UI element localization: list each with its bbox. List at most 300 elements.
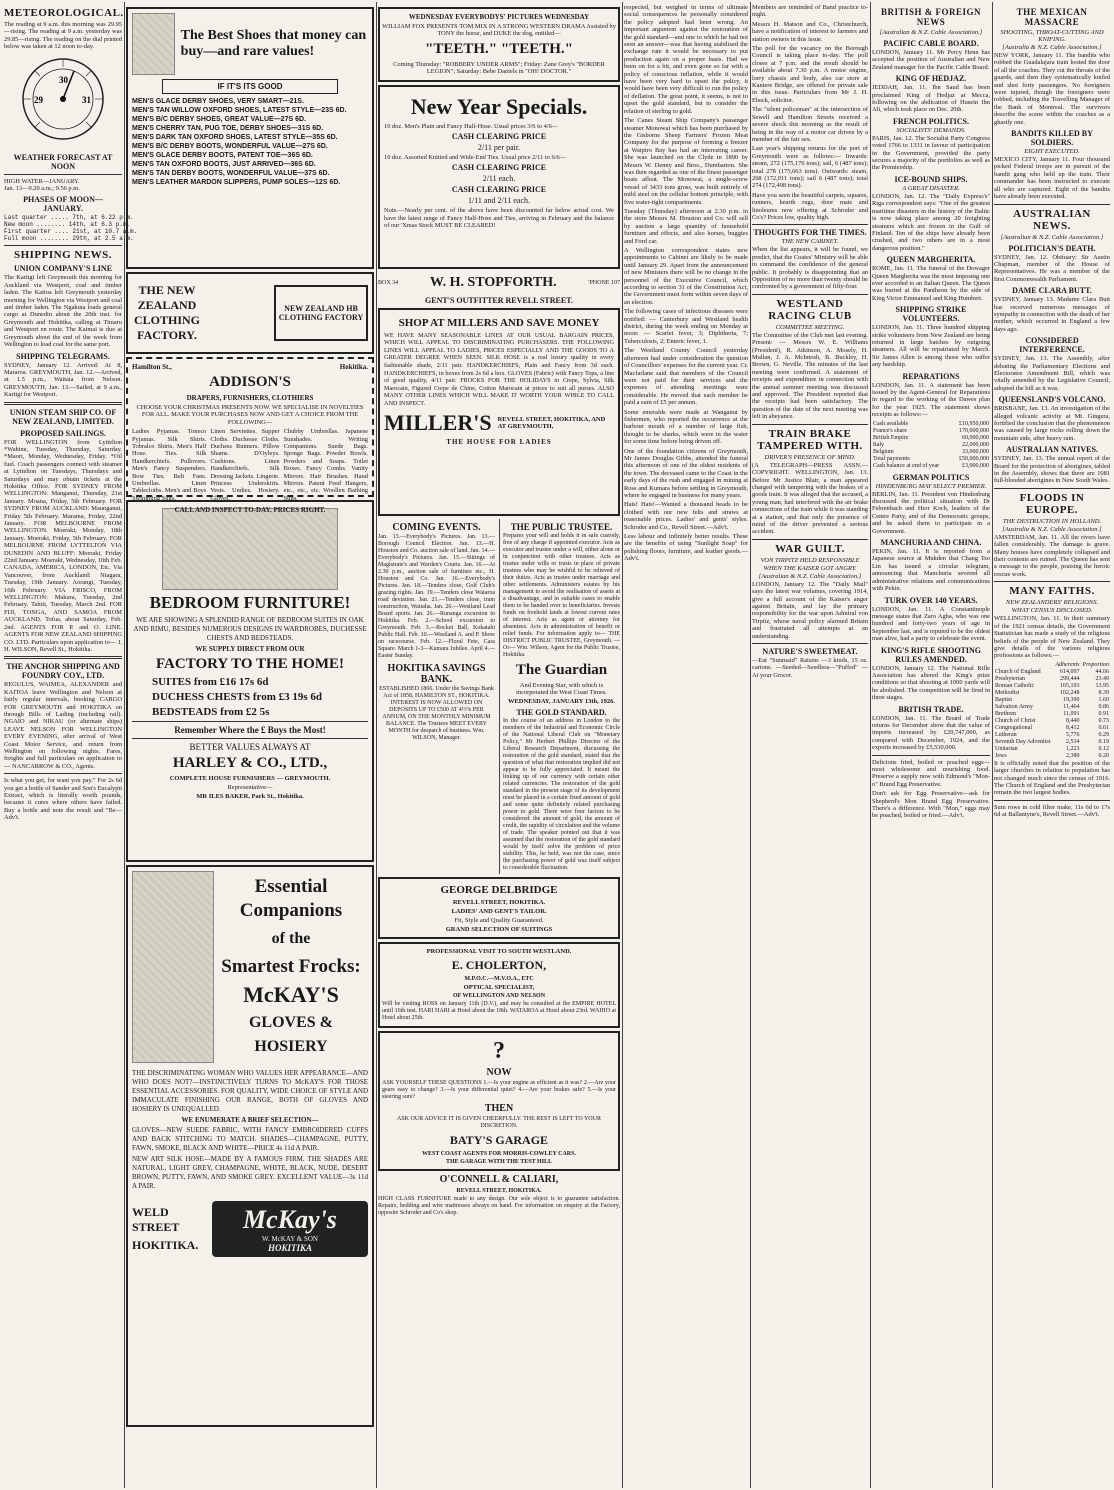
svg-text:31: 31 bbox=[82, 94, 91, 105]
table-row bbox=[872, 442, 990, 449]
table-cell: £3,000,000 bbox=[962, 462, 989, 469]
racing-club-subtitle: COMMITTEE MEETING. bbox=[775, 323, 845, 331]
cholerton-city: OF WELLINGTON AND NELSON bbox=[452, 993, 546, 1000]
factory-title: FACTORY TO THE HOME! bbox=[156, 656, 344, 672]
ny-item-2: 10 doz. Assorted Knitted and Wide-End Ties. Usual price 2/11 to 6/6— bbox=[384, 154, 567, 162]
table-header-cell: Adherents bbox=[1055, 661, 1080, 668]
mckays-title-5: GLOVES & HOSIERY bbox=[248, 1014, 333, 1055]
table-cell: 8.39 bbox=[1098, 689, 1109, 696]
table-row bbox=[994, 697, 1110, 704]
cholerton-optical: OPTICAL SPECIALIST, bbox=[463, 984, 535, 992]
stopforth-box: BOX 34 bbox=[378, 279, 399, 286]
shipping-telegrams-heading: SHIPPING TELEGRAMS. bbox=[16, 351, 110, 361]
harley-representative: Representative— bbox=[227, 784, 273, 791]
table-cell: Methodist bbox=[995, 689, 1020, 696]
coming-events-heading: COMING EVENTS. bbox=[392, 521, 481, 533]
table-cell: 0.61 bbox=[1098, 724, 1109, 731]
ny-note: Note.—Nearly per cent. of the above have been discounted far below actual cost. We have the latest range of Fancy Half-Hose and Ties, arriving in February and the balance of our 'Xmas Stock MUST BE CLEARED! bbox=[384, 207, 614, 230]
table-header-cell bbox=[994, 662, 1053, 669]
cholerton-degrees: M.P.O.C.—M.V.O.A., ETC bbox=[464, 976, 534, 983]
eucalypti-ad-text: Is what you get, for want you pay." For 2s 6d you get a bottle of Sander and Son's Eucalypti Extract, which is literally worth pounds, because it cures where others have failed. Buy a bottle and note the result and "Be—Adv't. bbox=[4, 777, 122, 822]
news-subheading: BRITISH TRADE. bbox=[898, 704, 964, 714]
table-cell: Church of England bbox=[995, 668, 1041, 675]
mexican-massacre-heading: THE MEXICAN MASSACRE bbox=[1016, 7, 1088, 27]
table-cell: 0.29 bbox=[1098, 731, 1109, 738]
batys-footer: THE GARAGE WITH THE TEST HILL bbox=[445, 1159, 553, 1166]
table-row bbox=[994, 690, 1110, 697]
table-row bbox=[872, 428, 990, 435]
table-cell: 13.95 bbox=[1095, 682, 1109, 689]
delbridge-footer: Fit, Style and Quality Guaranteed. bbox=[454, 917, 544, 925]
delbridge-grand: GRAND SELECTION OF SUITINGS bbox=[445, 926, 553, 934]
table-cell: 5,776 bbox=[1065, 731, 1080, 738]
table-cell: Total payments bbox=[873, 455, 910, 462]
news-paragraph: Last year's shipping returns for the port of Greymouth were as follows:— Inwards: steam, 272 (175,176 tons); sail, 6 (487 tons); total 278 (175,663 tons). Outwards: steam, 268 (172,011 tons); sail 6 (487 tons); total 274 (172,498 tons). bbox=[752, 145, 868, 190]
addisons-footer: CALL AND INSPECT TO-DAY. PRICES RIGHT. bbox=[174, 506, 326, 515]
shoe-list-item: MEN'S TAN DERBY BOOTS, WONDERFUL VALUE—37S 6D. bbox=[132, 170, 330, 177]
table-cell: Belgium bbox=[873, 448, 894, 455]
table-row bbox=[872, 435, 990, 442]
savings-bank-heading: HOKITIKA SAVINGS BANK. bbox=[387, 662, 486, 685]
table-cell: Congregational bbox=[995, 724, 1032, 731]
news-paragraph: The Canes Steam Ship Company's passenger steamer Monowai which has been purchased by the Gisborne Sheep Farmers' Frozen Meat Company for the purpose of forming a freezer at Waipiro Bay has had an interesting career. She was launched on the Clyde in 1890 by Messrs W. Denny and Bros., Dumbarton. She was then regarded as one of the finest passenger boats afloat. The Monowai, a single-screw vessel of 3433 tons gross, was built entirely of mild steel on the cellular bottom principle, with five water-tight compartments. bbox=[624, 117, 748, 206]
news-paragraph: PEKIN, Jan. 11. It is reported from a Japanese source at Mukden that Chang Tso Lin has issued a circular telegram, announcing that Manchuria severed all administrative relations and communications with Pekin. bbox=[872, 548, 990, 593]
oconnell-title: O'CONNELL & CALIARI, bbox=[439, 1174, 559, 1186]
batys-now: NOW bbox=[486, 1067, 512, 1079]
floods-subtitle: THE DESTRUCTION IN HOLLAND. bbox=[1002, 517, 1102, 525]
high-water-text: HIGH WATER—JANUARY. Jan. 13—9.20 a.m.; 9.56 p.m. bbox=[4, 177, 80, 193]
table-cell: Roman Catholic bbox=[995, 682, 1035, 689]
news-paragraph: LONDON, Jan. 11. The Board of Trade returns for December show that the value of imports increased by £20,747,000, as compared with December, 1924, and the exports increased by £5,530,000. bbox=[872, 714, 990, 752]
news-paragraph: LONDON, Jan. 11. A Constantinople message states that Zaro Agha, who was one hundred and forty-two years of age in September last, and is reputed to be the oldest man alive, had a party to celebrate the event. bbox=[872, 605, 990, 643]
australian-news-cable: [Australian & N.Z. Cable Association.] bbox=[1000, 233, 1104, 241]
table-row bbox=[994, 676, 1110, 683]
anchor-shipping-heading: THE ANCHOR SHIPPING AND FOUNDRY COY., LTD. bbox=[6, 662, 120, 681]
oconnell-text: HIGH CLASS FURNITURE made to any design. Our sole object is to guarantee satisfaction. Repairs, bedding and wire mattresses always on hand. For information on enquiry at the Factory, opposite Schroder and Co's shop. bbox=[378, 1196, 620, 1217]
news-paragraph: LONDON, January 11. Mr Percy Henn has accepted the position of Australian and New Zealand manager for the Pacific Cable Board. bbox=[872, 49, 990, 71]
factory-price-item: DUCHESS CHESTS from £3 19s 6d bbox=[152, 691, 323, 703]
table-cell: 0.20 bbox=[1098, 752, 1109, 759]
addisons-ad bbox=[126, 357, 374, 515]
table-cell: £50,000,000 bbox=[959, 455, 989, 462]
news-paragraph: SYDNEY, January 13. Madame Clara Butt has received numerous messages of sympathy in connection with the death of her mother, which occurred in England a few days ago. bbox=[994, 296, 1110, 333]
union-steam-ship-heading: UNION STEAM SHIP CO. OF NEW ZEALAND, LIMITED. bbox=[9, 407, 117, 426]
pictures-ad bbox=[378, 7, 620, 82]
nz-clothing-title: THE NEW ZEALAND CLOTHING FACTORY. bbox=[133, 283, 200, 342]
news-paragraph: LONDON, Jan. 11. A statement has been issued by the Agent-General for Reparations in regard to the working of the Dawes plan for the year 1925. The statement shows receipts as follows:— bbox=[872, 381, 990, 419]
news-paragraph: SYDNEY, Jan. 13. The annual report of the Board for the protection of aborigines, tabled in the Assembly, shows that there are 1081 full-blooded aborigines in New South Wales. bbox=[994, 455, 1110, 485]
table-row bbox=[872, 463, 990, 470]
proposed-sailings-heading: PROPOSED SAILINGS. bbox=[20, 428, 106, 438]
cholerton-ad bbox=[378, 942, 620, 1028]
addisons-items-mid: Linen Serviettes. Supper Cloths. Duchesse Cloths. Duchess Runners. Pillow Shams. D'Oyleys. Cushions. Linen Handkerchiefs. Silk Dressing Jackets. Lingerie. Princess Underskirts. Vests. Undies. Hosiery. Gloves. bbox=[210, 428, 280, 502]
news-subheading: FRENCH POLITICS. bbox=[892, 116, 969, 126]
column-5 bbox=[752, 4, 868, 1486]
war-guilt-subtitle-2: WHEN THE KAISER GOT ANGRY. bbox=[763, 564, 857, 572]
racing-club-heading: WESTLAND RACING CLUB bbox=[768, 297, 852, 322]
thoughts-heading: THOUGHTS FOR THE TIMES. bbox=[753, 228, 867, 238]
mckays-logo: McKay's W. McKAY & SON HOKITIKA bbox=[212, 1201, 368, 1257]
table-cell: 614,097 bbox=[1059, 668, 1080, 675]
table-cell: Jews bbox=[995, 752, 1007, 759]
column-rule bbox=[376, 2, 377, 1488]
news-paragraph: Some emeralds were made at Wanganui by fishermen, who reported the occurrence at the harbour mouth of a number of large fish, thought to be sharks, which were in the water for some time before being driven off. bbox=[624, 408, 748, 446]
shoe-list-item: MEN'S CHERRY TAN, PUG TOE, DERBY SHOES—31S 6D. bbox=[132, 125, 324, 132]
war-guilt-subtitle: VON TIRPITZ HELD RESPONSIBLE bbox=[760, 556, 860, 564]
ballantynes-ad-text: Sum rows in cold filter make, 11s 6d to 17s 6d at Ballantyne's, Revell Street.—Adv't. bbox=[994, 803, 1110, 819]
mexican-massacre-cable: [Australia & N.Z. Cable Association.] bbox=[1002, 44, 1102, 51]
thoughts-text: When the list appears, it will be found, we predict, that the Coates' Ministry will be able to command the confidence of the general public. It probably is disappointing that an Opposition of no more than twenty should be confronted by a government of fifty-four. bbox=[752, 246, 868, 291]
table-row bbox=[994, 669, 1110, 676]
table-row bbox=[994, 746, 1110, 753]
addisons-town: Hokitika. bbox=[339, 363, 368, 371]
batys-garage-ad bbox=[378, 1031, 620, 1171]
table-cell: 102,248 bbox=[1059, 689, 1080, 696]
many-faiths-subtitle: NEW ZEALANDERS' RELIGIONS. bbox=[1005, 599, 1099, 607]
table-cell: 299,444 bbox=[1059, 675, 1080, 682]
table-header-row bbox=[994, 662, 1110, 669]
news-paragraph: It is officially noted that the position of the larger churches in relation to population has not changed much since the census of 1916. The Church of England and the Presbyterian remain the two largest bodies. bbox=[994, 759, 1110, 797]
shoe-list-item: MEN'S DARK TAN OXFORD SHOES, LATEST STYLE—35S 6D. bbox=[132, 134, 338, 141]
shipping-telegrams-text: SYDNEY, January 12. Arrived: At 8, Mararoa. GREYMOUTH, Jan. 12.—Arrived, at 1.5 p.m., Waitaia from Nelson. GREYMOUTH, Jan. 13.—Sailed, at 9 a.m., Kartigi for Westport. bbox=[4, 361, 122, 399]
factory-price-item: SUITES from £16 17s 6d bbox=[152, 676, 269, 688]
news-subheading: KING'S RIFLE SHOOTING RULES AMENDED. bbox=[880, 645, 982, 664]
coming-events-text: Jan. 13.—Everybody's Pictures. Jan. 13.—Borough Council Election. Jan. 13.—H. Houston and Co. auction sale of land. Jan. 14.—Everybody's Pictures. Jan. 15.—Sittings of Magistrate's and Warden's Courts. Jan. 16.—At 2.30 p.m., auction sale of furniture etc., H. Houston and Co. Jan. 16.—Everybody's Pictures. Jan. 18.—Tenders close, Golf Club's grazing rights. Jan. 19.—Tenders close Waiaroa road deviation. Jan. 21.—Tenders close, tram construction, Waitaha. Jan. 26.—Westland Lead Board sports. Jan. 26.—Runanga excursion to Hokitika. Feb. 2.—School excursion to Greymouth. Feb. 3.—Rocket Ball, Kokatahi Public Hall. Feb. 10.—Westland A. and P. Show on racecourse. Feb. 12.—Floral Fete, Cass Square. March 1-3—Kumara Jubilee. April 4.—Easter Sunday. bbox=[378, 533, 495, 659]
table-cell: 0.73 bbox=[1098, 717, 1109, 724]
news-paragraph: JEDDAH, Jan. 11. Ibn Saud has been proclaimed King of Hedjaz at Mecca, following on the abdication of Husein Ibn Ali, which took place on Dec. 20th. bbox=[872, 84, 990, 114]
news-subheading: POLITICIAN'S DEATH. bbox=[1008, 243, 1096, 253]
column-4 bbox=[624, 4, 748, 1486]
shoe-list-item: MEN'S TAN WILLOW OXFORD SHOES, LATEST STYLE—23S 6D. bbox=[132, 107, 347, 114]
news-subheading: MANCHURIA AND CHINA. bbox=[880, 538, 982, 548]
ny-cash-clearing-2: CASH CLEARING PRICE bbox=[451, 163, 547, 173]
news-paragraph: LONDON, Jan. 12. The "Daily Express's" Riga correspondent says: "One of the greatest maritime disasters in the history of the Baltic is now taking place among 20 freighting steamers which are frozen in the Gulf of Finland. Ten of the ships have already been crushed, and two others are in a most dangerous position." bbox=[872, 192, 990, 252]
column-3 bbox=[378, 4, 620, 1486]
news-subheading: AUSTRALIAN NATIVES. bbox=[1006, 445, 1098, 455]
table-cell: Presbyterian bbox=[995, 675, 1025, 682]
shipping-news-heading: SHIPPING NEWS. bbox=[13, 249, 113, 262]
mckays-title-1: Essential Companions bbox=[239, 876, 343, 921]
news-paragraph: One of the foundation citizens of Greymouth, Mr James Douglas Gibbs, attended the funeral this afternoon of one of the oldest residents of the town. The deceased came to the Coast in the early days of the rush and engaged in mining at Ross and Kumara before settling in Greymouth, where he engaged in business for many years. bbox=[624, 447, 748, 499]
news-paragraph: Messrs H. Matson and Co., Christchurch, have a notification of interest to farmers and station owners in this issue. bbox=[752, 20, 868, 43]
ny-cash-clearing-1: CASH CLEARING PRICE bbox=[451, 132, 547, 142]
table-cell: Salvation Army bbox=[995, 703, 1033, 710]
guardian-masthead: The Guardian bbox=[515, 661, 608, 678]
pictures-heading: WEDNESDAY EVERYBODYS' PICTURES WEDNESDAY bbox=[408, 13, 590, 21]
table-row bbox=[994, 739, 1110, 746]
cholerton-subtitle: PROFESSIONAL VISIT TO SOUTH WESTLAND. bbox=[426, 948, 572, 956]
batys-subtitle: WEST COAST AGENTS FOR MORRIS-COWLEY CARS. bbox=[422, 1151, 576, 1158]
news-subtitle: EIGHT EXECUTED. bbox=[1024, 148, 1080, 156]
addisons-items-right: Chubby Umbrellas. Japanese Sunshades. Writing Companions. Suede Bags. Sponge Bags. Powder Bowls. Powders and Soaps. Toilet Boxes. Fancy Combs. Vanity Mirrors. Hair Brushes. Hand Mirrors. Patent Feed Hangers, etc., etc., etc. Woollen Bathing Suits. bbox=[283, 428, 368, 502]
guardian-date: WEDNESDAY, JANUARY 13th, 1926. bbox=[507, 698, 616, 706]
shoes-ad bbox=[126, 7, 374, 269]
meteorological-text: The reading at 9 a.m. this morning was 29.95—rising. The reading at 9 a.m. yesterday was 29.85—rising. The reading on the dial printed below was taken at 12 noon to-day. bbox=[4, 21, 122, 51]
shoes-logo: IF IT'S ITS GOOD bbox=[162, 79, 338, 94]
ny-price-3: 1/11 and 2/11 each. bbox=[467, 196, 531, 206]
table-row bbox=[994, 753, 1110, 760]
news-paragraph: A Wellington correspondent states new appointments to Cabinet are likely to be made until January 29. Apart from the announcement of new Ministers there will be no change in the personnel of the Executive Council, which according to section 31 of the Constitution Act, the Government must form within seven days of an election. bbox=[624, 247, 748, 306]
mckays-title-2: of the bbox=[271, 930, 311, 947]
guardian-subtitle: And Evening Star, with which is incorporated the West Coast Times. bbox=[516, 681, 607, 697]
train-brake-subtitle: DRIVER'S PRESENCE OF MIND. bbox=[764, 453, 856, 461]
war-guilt-cable: [Australian & N.Z. Cable Association.] bbox=[758, 572, 862, 580]
news-paragraph: Hats! Hats!—Wanted a thousand heads to be clothed with our new felts and straws at reasonable prices. Ladies' and gents' styles. Schroder and Co., Revell Street.—Adv't. bbox=[624, 501, 748, 531]
news-subheading: DAME CLARA BUTT. bbox=[1012, 286, 1092, 296]
moon-phases-list: Last quarter ..... 7th, at 6.22 p.m. New moon ........ 14th, at 6.3 p.m. First quarter .... 21st, at 10.7 a.m. Full moon ........ 29th, at 2.5 a.m. bbox=[4, 214, 138, 243]
gold-standard-text: In the course of an address in London to the members of the Industrial and Economic Circle of the National Liberal Club on "Monetary Policy," Mr Herbert Phillips Director of the Liberal Research Department, discussing the restoration of the gold standard, stated that the question of what that restoration implied did not appear to be fully appreciated. It meant the linking up of our currency with certain other related currencies. The restoration of the gold standard in the present stage of its development must be placed in a certain fixed amount of gold and some quite definitely related purchasing power to gold. There were four factors to be considered: the amount of gold, the amount of credit, the rapidity of circulation and the volume of trade. The speaker pointed out that it was assumed that the restoration of the gold standard would by itself solve the problem of price stability. This, he held, was not the case, since the purchasing power of gold was itself subject to considerable fluctuation. bbox=[503, 718, 620, 872]
table-cell: £10,950,000 bbox=[959, 420, 989, 427]
table-row bbox=[872, 456, 990, 463]
weather-forecast-heading: WEATHER FORECAST AT NOON bbox=[13, 152, 113, 171]
column-rule bbox=[750, 2, 751, 1488]
floods-cable: [Australia & N.Z. Cable Association.] bbox=[1002, 525, 1102, 533]
table-row bbox=[994, 704, 1110, 711]
news-paragraph: LONDON, January 12. The National Rifle Association has altered the King's prize conditions so that shooting at 1000 yards will be abolished. The competition will be fired in three stages. bbox=[872, 664, 990, 702]
news-subtitle: A GREAT DISASTER. bbox=[902, 184, 960, 192]
shoe-list-item: MEN'S LEATHER MARDON SLIPPERS, PUMP SOLES—12S 6D. bbox=[132, 179, 341, 186]
reparations-table bbox=[872, 421, 990, 470]
british-foreign-heading: BRITISH & FOREIGN NEWS bbox=[880, 7, 982, 27]
pictures-coming: Coming Thursday: "ROBBERY UNDER ARMS"; Friday: Zane Grey's "BORDER LEGION"; Saturday: Bebe Daniels in "OH! DOCTOR." bbox=[393, 60, 605, 76]
australian-news-heading: AUSTRALIAN NEWS. bbox=[1013, 207, 1091, 232]
table-cell: 1.60 bbox=[1098, 696, 1109, 703]
pictures-teeth: "TEETH." "TEETH." bbox=[425, 40, 573, 57]
moon-phases-heading: PHASES OF MOON—JANUARY. bbox=[23, 195, 103, 214]
news-subheading: KING OF HEDJAZ. bbox=[895, 74, 967, 84]
union-line-text: The Kartigi left Greymouth this morning for Auckland via Westport, coal and timber laden. The Kaitoa left Greymouth yesterday morning for Wellington via Westport and coal and timber laden. The Ngakuta loads general cargo at Dunedin about the 20th inst. for Greymouth and Hokitika, calling at Timaru and Westport en route. The Kaimai is due at Greymouth about the end of the week from Wellington to load coal for the same port. bbox=[4, 274, 122, 349]
news-subheading: GERMAN POLITICS bbox=[892, 472, 970, 482]
addisons-title: ADDISON'S bbox=[209, 374, 291, 390]
table-cell: France's share bbox=[873, 427, 907, 434]
stopforth-phone: 'PHONE 107 bbox=[588, 279, 620, 286]
table-cell: 0.91 bbox=[1098, 710, 1109, 717]
table-cell: 22,000,000 bbox=[962, 441, 989, 448]
news-paragraph: NEW YORK, January 11. The bandits who robbed the Guadalajara train looted the door of all the coaches. They cut the throats of the guards, and then they systematically knifed and shot forty passengers. No foreigners were injured, though the foreigners were robbed, including the Travelling Manager of the Bank of Montreal. The survivors describe the scene within the coaches as a ghastly one. bbox=[994, 52, 1110, 126]
column-6 bbox=[872, 4, 990, 1486]
news-paragraph: ROME, Jan. 11. The funeral of the Dowager Queen Margherita was the most imposing one ever accorded to an Italian Queen. The Queen was buried at the Pantheon by the side of King Victor Emmanuel and King Humbert. bbox=[872, 265, 990, 302]
delbridge-subtitle: LADIES' AND GENT'S TAILOR. bbox=[451, 908, 547, 916]
bedroom-suite-illustration-icon bbox=[162, 508, 338, 590]
egg-ad-text: Delicious fried, boiled or poached eggs—most wholesome and nourishing food. Preserve a supply now with Edmond's "Mon-o" Brand Egg Preservative. bbox=[872, 758, 990, 788]
mckays-enumerate: WE ENUMERATE A BRIEF SELECTION— bbox=[181, 1116, 319, 1124]
table-cell: 165,193 bbox=[1059, 682, 1080, 689]
svg-text:29: 29 bbox=[34, 94, 43, 105]
racing-club-text: The Committee of the Club met last evening. Present: — Messrs W. E. Williams (President), R. Atkinson, A. Mosely, H. Mullan, J. A. McIntosh, B. Buckley, H. Brown, G. Neville. The minutes of the last meeting were confirmed. A statement of receipts and expenditure in connection with the annual summer meeting was discussed and approved. The President reported that the receipts had been satisfactory. The question of the date of the next meeting was left in abeyance. bbox=[752, 331, 868, 421]
religions-table bbox=[994, 662, 1110, 760]
table-header-cell: Proportion bbox=[1082, 661, 1109, 668]
nz-clothing-logo: NEW ZEALAND HB CLOTHING FACTORY bbox=[274, 285, 368, 341]
table-cell: 33,000,000 bbox=[962, 448, 989, 455]
nature-sweetmeat-text: —Eat "Sunmaid" Raisins —3 kinds, 15 oz. cartons. —Seeded—Seedless—"Puffed" —At your Grocer. bbox=[752, 657, 868, 679]
news-subheading: TURK OVER 140 YEARS. bbox=[884, 595, 978, 605]
mckays-title-4: McKAY'S bbox=[243, 982, 339, 1007]
stopforth-name: W. H. STOPFORTH. bbox=[429, 274, 557, 290]
pictures-text: WILLIAM FOX PRESENTS TOM MIX IN A STRONG WESTERN DRAMA Assisted by TONY the horse, and DUKE the dog, entitled— bbox=[382, 23, 616, 38]
table-row bbox=[994, 718, 1110, 725]
column-rule bbox=[622, 2, 623, 1488]
stopforth-subtitle: GENT'S OUTFITTER REVELL STREET. bbox=[425, 295, 573, 305]
news-paragraph: WELLINGTON, Jan. 11. In their summary of the 1921 census details, the Government Statistician has made a study of the religious beliefs of the people of New Zealand. They give details of the various religious professions as follows:— bbox=[994, 615, 1110, 660]
table-cell: 60,000,000 bbox=[962, 434, 989, 441]
shoes-list bbox=[132, 98, 368, 186]
news-paragraph: The poll for the vacancy on the Borough Council is taking place to-day. The poll closes at 7 p.m. and the result should be available about 7.30 p.m. A motor engine, lorry chassis and body, also car store at Kaniere Bridge, are offered for private sale in this issue. Particulars from Mr J. H. Ebeck, solicitor. bbox=[752, 45, 868, 104]
table-cell: Unitarian bbox=[995, 745, 1018, 752]
svg-text:30: 30 bbox=[59, 74, 68, 85]
factory-footer: Remember Where the £ Buys the Most! bbox=[174, 725, 326, 735]
table-row bbox=[994, 725, 1110, 732]
savings-bank-text: ESTABLISHED 1866. Under the Savings Bank Act of 1858, HAMILTON ST., HOKITIKA. INTEREST IS NOW ALLOWED ON DEPOSITS UP TO £500 AT 4½% PER ANNUM, ON THE MONTHLY MINIMUM BALANCE. The Trustees MEET EVERY MONTH for despatch of business. Wm. WILSON, Manager. bbox=[379, 685, 494, 741]
batys-questions: ASK YOURSELF THESE QUESTIONS 1.—Is your engine as efficient as it was? 2.—Are your gears easy to change? 3.—Is your differential quiet? 4.—Are your brakes safe? 5.—Is your steering sure? bbox=[382, 1080, 616, 1101]
ny-price-2: 2/11 each. bbox=[482, 174, 516, 184]
public-trustee-heading: THE PUBLIC TRUSTEE. bbox=[510, 521, 613, 532]
harley-line-3: COMPLETE HOUSE FURNISHERS — GREYMOUTH. bbox=[169, 775, 331, 782]
news-subheading: ICE-BOUND SHIPS. bbox=[894, 174, 968, 184]
table-cell: Church of Christ bbox=[995, 717, 1036, 724]
news-paragraph: Less labour and infinitely better results. These are the benefits of using "Sunlight Soap" for polishing floors, furniture, and leather goods.—Adv't. bbox=[624, 533, 748, 563]
table-cell: 0.12 bbox=[1098, 745, 1109, 752]
news-subtitle: HINDENBURG MAY SELECT PREMIER. bbox=[875, 482, 987, 490]
table-cell: 8,440 bbox=[1065, 717, 1080, 724]
delbridge-ad bbox=[378, 877, 620, 939]
factory-price-list bbox=[152, 676, 368, 718]
many-faiths-heading: MANY FAITHS. bbox=[1009, 585, 1095, 598]
table-cell: 0.86 bbox=[1098, 703, 1109, 710]
shoes-title: The Best Shoes that money can buy—and rare values! bbox=[180, 28, 367, 59]
table-cell: 44.66 bbox=[1095, 668, 1109, 675]
mckays-address-2: HOKITIKA. bbox=[132, 1238, 199, 1252]
table-cell: Brethren bbox=[995, 710, 1016, 717]
millers-text: WE HAVE MANY SEASONABLE LINES AT OUR USUAL BARGAIN PRICES, WHICH WILL APPEAL TO DISCRIMINATING PURCHASERS. THE FOLLOWING LINES WILL APPEAL TO LADIES, PRICES ESPECIALLY AND THE GOODS TO A GREATER DEGREE WHEN SEEN. SILK HOSE is a real luxury quality in every fashionable shade, 2/11 pair. HANDKERCHIEFS, Plain and Fancy from 3d each. HANDKERCHIEFS, in boxes from 2s 6d a box. GLOVES (Fabric) with Fancy Tops, a line of good quality, 4/11 pair. FROCKS FOR THE HOLIDAYS in Crepe, Sylvia, Silk Marocain, Figured Crepe de Chine, Cotton Marocain at prices to suit all purses. ALSO MANY OTHER LINES WHICH WILL MAKE IT WORTH YOUR WHILE TO CALL AND INSPECT. bbox=[384, 331, 614, 407]
cholerton-text: Will be visiting ROSS on January 11th (D.V.), and may be consulted at the EMPIRE HOTEL until 16th inst. HARI HARI at Hotel about the 18th. WATAROA at Hotel about 23rd. WAIHO at Hotel about 25th. bbox=[382, 1001, 616, 1022]
addisons-items-left: Ladies Pyjamas. Toneco Pyjamas. Silk Shirts. Tobralco Shirts. Men's Half Hose. Ties. Silk Handkerchiefs. Pullovers. Men's Fancy Suspenders. Bow Ties. Belt Fans. Umbrellas. Linen Tablecloths. Men's and Boys Swimming Suits. bbox=[132, 428, 207, 502]
table-cell: 0.19 bbox=[1098, 738, 1109, 745]
mckays-title-3: Smartest Frocks: bbox=[221, 956, 361, 977]
table-row bbox=[994, 711, 1110, 718]
news-subheading: REPARATIONS bbox=[902, 371, 960, 381]
nz-clothing-ad bbox=[126, 272, 374, 354]
train-brake-text: (A TELEGRAPH—PRESS ASSN.—COPYRIGHT. WELLINGTON, Jan. 13. Before Mr Justice Blair, a man appeared charged with tampering with the brakes of a goods train. It was alleged that the accused, a young man, had interfered with the air brake connections of the train while it was standing at a station, and that only the presence of mind of the driver prevented a serious accident. bbox=[752, 461, 868, 536]
batys-then: THEN bbox=[484, 1103, 514, 1115]
delbridge-address: REVELL STREET, HOKITIKA. bbox=[452, 899, 546, 907]
sailings-text: FOR WELLINGTON from Lyttelton *Wahine, Tuesday, Thursday, Saturday. *Maori, Monday, Wednesday, Friday. *Oil fuel. Coach passengers connect with steamer at Lyttelton on Tuesdays, Thursdays and Saturdays and may obtain tickets at the Hokitika Office. FOR SYDNEY FROM WELLINGTON: Manganui, Thursday, 21st January. Moana, Friday, 5th February. FOR SYDNEY FROM AUCKLAND: Maunganui, Friday 5th February. Marama, Friday, 22nd January. FOR MELBOURNE FROM WELLINGTON. Moeraki, Monday, 18th January. Moeraki, Friday, 5th February. FOR MELBOURNE FROM LYTTELTON VIA DUNEDIN AND BLUFF: Moeraki, Friday 22nd January. Moeraki, Wednesday, 10th Feb. CANADA, AMERICA, LONDON, Etc. Via Vancouver, from Auckland: Niagara, Tuesday, 19th January. Aorangi, Tuesday, 16th February. VIA FRISCO, FROM WELLINGTON: Makura, Tuesday, 2nd February. Tahiti, Tuesday, March 2nd. FOR FIJI, TONGA, AND SAMOA FROM AUCKLAND. Tofua, about Saturday, Feb. 2nd. AGENTS FOR P. and O. LINE. AGENTS FOR NEW ZEALAND SHIPPING CO. LTD. Particulars upon application to— J. H. WILSON, Revell St., Hokitika. bbox=[4, 438, 122, 653]
batys-then-text: ASK OUR ADVICE IT IS GIVEN CHEERFULLY. THE REST IS LEFT TO YOUR DISCRETION. bbox=[397, 1116, 601, 1130]
table-cell: 23.49 bbox=[1095, 675, 1109, 682]
anchor-shipping-text: REGULUS, WAIMEA, ALEXANDER and KAITOA leave Wellington and Nelson at fairly regular intervals, booking CARGO FOR GREYMOUTH and HOKITIKA on through Bills of Lading (including rail). NGAIO and NIKAU (or alternate ships) LEAVE NELSON FOR WELLINGTON EVERY EVENING, after arrival of West Coast Motor Service, and return from Wellington on following nights. Fares, freights and full particulars on application to— NANCARROW & CO., Agents. bbox=[4, 681, 122, 770]
news-paragraph: respected, but weighed in terms of ultimate social consequences he personally considered the policy adopted had been wrong. An important argument against the restoration of the gold standard—and one to which he had not seen an answer—was that having stabilised the exchange rate it would be necessary to put production again on a proper basis. Had we been on for a bit, and even gone so far with a policy of conscious inflation, while it would have been very hard to upset the policy, it would have been very difficult to run the policy of deflation. The great point, it seems, is not to upset the gold standard, but to consider the relation of sterling to gold. bbox=[624, 4, 748, 115]
news-subheading: QUEENSLAND'S VOLCANO. bbox=[998, 395, 1106, 405]
news-paragraph: The Westland County Council yesterday afternoon had under consideration the question of Councillors' expenses for the current year. Cr. Macfarlane said that members of the Council were not paid for their services and the expenses of attending meetings were considerable. He moved that each member be paid a sum of £5 per annum. bbox=[624, 347, 748, 407]
millers-logo: MILLER'S bbox=[384, 409, 492, 435]
barometer-dial-icon bbox=[4, 53, 122, 145]
war-guilt-heading: WAR GUILT. bbox=[775, 542, 845, 555]
table-cell: Cash available bbox=[873, 420, 909, 427]
column-rule bbox=[992, 2, 993, 1488]
shoe-illustration-icon bbox=[132, 13, 175, 75]
union-line-heading: UNION COMPANY'S LINE bbox=[13, 264, 113, 274]
news-paragraph: SYDNEY, Jan. 12. Obituary: Sir Austin Chapman, member of the House of Representatives. He was a member of the first Commonwealth Parliament. bbox=[994, 253, 1110, 283]
mckays-gloves: GLOVES—NEW SUEDE FABRIC, WITH FANCY EMBROIDERED CUFFS AND BACK STITCHING TO MATCH. SHADES—CHAMPAGNE, PUTTY, FAWN, SMOKE, BLACK AND WHITE—PRICE 4s 11d A PAIR. bbox=[132, 1126, 368, 1152]
news-paragraph: The following cases of infectious diseases were notified: — Canterbury and Westland health district, during the week ending on Monday at noon: — Scarlet fever, 3; Diphtheria, 7; Tuberculosis, 2; Enteric fever, 1. bbox=[624, 308, 748, 345]
cholerton-name: E. CHOLERTON, bbox=[451, 958, 547, 973]
glove-illustration-icon bbox=[132, 871, 214, 1063]
question-mark-icon: ? bbox=[493, 1038, 505, 1065]
addisons-street: Hamilton St., bbox=[132, 363, 172, 371]
table-cell: 8,412 bbox=[1065, 724, 1080, 731]
millers-address: REVELL STREET, HOKITIKA, AND AT GREYMOUTH, bbox=[497, 415, 606, 430]
news-subheading: SHIPPING STRIKE VOLUNTEERS. bbox=[895, 305, 967, 324]
train-brake-heading: TRAIN BRAKE TAMPERED WITH. bbox=[757, 427, 863, 452]
table-cell: Cash balance at end of year bbox=[873, 462, 940, 469]
meteorological-heading: METEOROLOGICAL. bbox=[4, 7, 124, 19]
mckays-hose: NEW ART SILK HOSE—MADE BY A FAMOUS FIRM. THE SHADES ARE NATURAL, LIGHT GREY, CHAMPAGNE, WHITE, BLACK, NUDE, DESERT BROWN, PUTTY, FAWN, AND SMOKE GREY. EXCELLENT VALUE—3s 11d A PAIR. bbox=[132, 1155, 368, 1190]
column-1 bbox=[4, 4, 138, 1486]
table-cell: Seventh Day Adventist bbox=[995, 738, 1051, 745]
table-cell: Italy bbox=[873, 441, 884, 448]
bedroom-furniture-ad bbox=[126, 500, 374, 862]
many-faiths-subtitle-2: WHAT CENSUS DISCLOSED. bbox=[1011, 607, 1093, 615]
millers-ad bbox=[378, 308, 620, 516]
thoughts-subtitle: THE NEW CABINET. bbox=[781, 238, 839, 246]
gold-standard-heading: THE GOLD STANDARD. bbox=[516, 708, 607, 718]
new-year-specials-ad bbox=[378, 85, 620, 269]
table-row bbox=[994, 683, 1110, 690]
news-paragraph: PARIS, Jan. 12. The Socialist Party Congress voted 1766 to 1331 in favour of participation in the Government, provided the party secures a majority of the portfolios as well as the Premiership. bbox=[872, 134, 990, 172]
table-cell: 2,534 bbox=[1065, 738, 1080, 745]
shoe-list-item: MEN'S B/C DERBY BOOTS, WONDERFUL VALUE—27S 6D. bbox=[132, 143, 328, 150]
nature-sweetmeat-heading: NATURE'S SWEETMEAT. bbox=[762, 647, 858, 656]
table-cell: 19,390 bbox=[1062, 696, 1080, 703]
bedroom-title: BEDROOM FURNITURE! bbox=[149, 593, 351, 612]
oconnell-address: REVELL STREET, HOKITIKA. bbox=[456, 1188, 542, 1195]
table-cell: 11,464 bbox=[1063, 703, 1080, 710]
column-7 bbox=[994, 4, 1110, 1486]
news-paragraph: SYDNEY, Jan. 13. The Assembly, after debating the Parliamentary Elections and Electorates Amendment Bill, which was vitally amended by the Legislative Council, adopted the bill as it was. bbox=[994, 355, 1110, 392]
news-subheading: BANDITS KILLED BY SOLDIERS. bbox=[1011, 129, 1093, 148]
news-paragraph: MEXICO CITY, January 11. Four thousand picked Federal troops are in pursuit of the bandit gang who held up the train. Their commander has been instructed to execute all who are captured. Eight of the bandits have already been executed. bbox=[994, 156, 1110, 201]
news-paragraph: BRISBANE, Jan. 13. An investigation of the alleged volcanic activity at Mt. Gingera, fortified the conclusion that the phenomenon was caused by large rocks rolling down the mountain side, after heavy rain. bbox=[994, 405, 1110, 442]
shoe-list-item: MEN'S B/C DERBY SHOES, GREAT VALUE—27S 6D. bbox=[132, 116, 306, 123]
factory-subtitle: WE SUPPLY DIRECT FROM OUR bbox=[195, 645, 305, 653]
table-row bbox=[872, 449, 990, 456]
bedroom-text: WE ARE SHOWING A SPLENDID RANGE OF BEDROOM SUITES IN OAK AND RIMU, BESIDES NUMEROUS DESIGNS IN WARDROBES, DUCHESSE CHESTS AND BEDSTEADS. bbox=[133, 616, 367, 642]
news-subheading: QUEEN MARGHERITA. bbox=[886, 255, 976, 265]
new-year-title: New Year Specials. bbox=[410, 93, 588, 119]
table-cell: 1,223 bbox=[1065, 745, 1080, 752]
news-paragraph: LONDON, Jan. 11. Three hundred shipping strike volunteers from New Zealand are being returned in large batches by outgoing steamers. All will be repatriated by March. Sir James Allen is among those who suffer any hardship. bbox=[872, 324, 990, 369]
news-paragraph: BERLIN, Jan. 11. President von Hindenburg discussed the political situation with Dr Fehrenbach and Herr Koch, leaders of the Centre Party, and of the Democratic groups, and he asked them to participate in a Government. bbox=[872, 490, 990, 535]
mexican-massacre-subtitle: SHOOTING, THROAT-CUTTING AND KNIFING. bbox=[1000, 29, 1104, 43]
mckays-ad bbox=[126, 865, 374, 1427]
table-cell: Baptist bbox=[995, 696, 1013, 703]
egg-ad-text: Don't ask for Egg Preservative—ask for Shepherd's Mon Brand Egg Preservative. There's a difference. With "Mon," eggs may be poached, boiled or fried.—Adv't. bbox=[872, 790, 990, 820]
millers-heading: SHOP AT MILLERS AND SAVE MONEY bbox=[398, 316, 600, 329]
table-row bbox=[872, 421, 990, 428]
news-subtitle: SOCIALISTS' DEMANDS. bbox=[896, 126, 966, 134]
table-row bbox=[994, 732, 1110, 739]
news-paragraph: AMSTERDAM, Jan. 11. All the rivers have fallen considerably. The damage is grave. Many houses have completely collapsed and their contents are ruined. The Queen has sent a message to the people, praising the heroic rescue work. bbox=[994, 533, 1110, 578]
harley-line-1: BETTER VALUES ALWAYS AT bbox=[189, 742, 311, 752]
table-cell: British Empire bbox=[873, 434, 909, 441]
millers-footer: THE HOUSE FOR LADIES bbox=[446, 437, 552, 446]
column-2 bbox=[126, 4, 374, 1486]
addisons-intro: CHOOSE YOUR CHRISTMAS PRESENTS NOW. WE SPECIALISE IN NOVELTIES FOR ALL. MAKE YOUR PURCHASES NOW AND GET A CHOICE FROM THE FOLLOWING— bbox=[136, 404, 364, 426]
factory-price-item: BEDSTEADS from £2 5s bbox=[152, 706, 270, 718]
public-trustee-text: Prepares your will and holds it in safe custody, free of any charge if appointed executor. Acts as executor and trustee under a will, either alone or in conjunction with other trustees. Acts as trustee under wills or trusts in place of private trustees who may be wishful to be relieved of their duties. Acts as trustee under marriage and other settlements. Administers estates by his management to avoid the realisation of assets at a disadvantage, and in suitable cases to enable them to be handed over to beneficiaries. Invests funds on freehold lands at lowest current rates of interest. Acts as agent or attorney for absentees. Acts in administration of benefit or relief funds. For information apply to— THE DISTRICT PUBLIC TRUSTEE, Greymouth. —Or— Wm. Wilson, Agent for the Public Trustee, Hokitika. bbox=[503, 532, 620, 658]
ny-price-1: 2/11 per pair. bbox=[477, 143, 521, 153]
shoe-list-item: MEN'S TAN OXFORD BOOTS, JUST ARRIVED—36S 6D. bbox=[132, 161, 316, 168]
news-paragraph: Members are reminded of Band practice to-night. bbox=[752, 4, 868, 19]
